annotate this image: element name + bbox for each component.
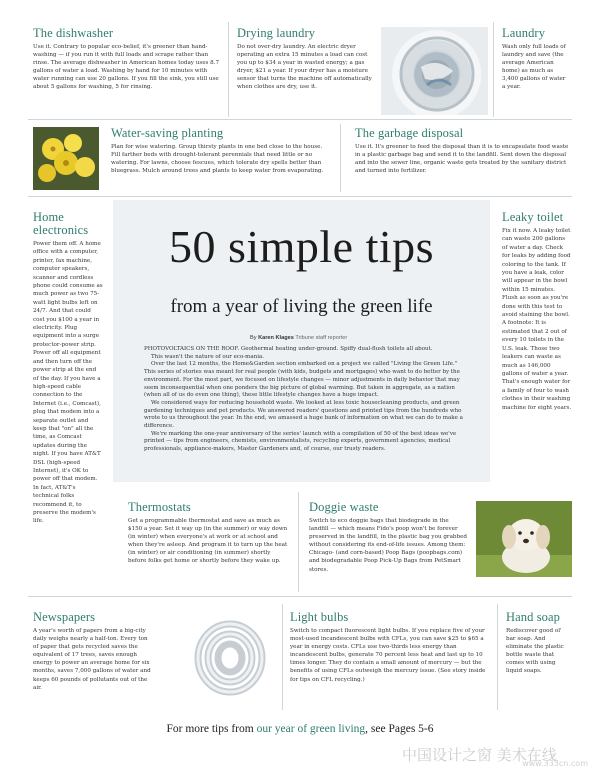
tip-body: Do not over-dry laundry. An electric dryer operating an extra 15 minutes a load can cost you up to $34 a year in wasted energy; a gas dryer, $21 a year. If your dryer has a moisture sensor that turns the machine off automatically when clothes are dry, use it. xyxy=(237,44,372,91)
tip-water-saving-planting xyxy=(111,127,333,193)
footer-link[interactable]: our year of green living xyxy=(256,723,366,735)
tip-title: Light bulbs xyxy=(290,611,349,624)
tip-body: Use it. Contrary to popular eco-belief, it's greener than hand-washing — if you run it with full loads and scrape rather than rinse. The average dishwasher in American homes today uses 8.7 gallons of water a load. Washing by hand for 10 minutes with water running can use 20 gallons. If you fill the sink, you still use about 5 gallons for washing, 5 for rinsing. xyxy=(33,44,220,91)
watermark-url: www.333cn.com xyxy=(522,759,588,768)
tip-body: Rediscover good ol' bar soap. And eliminate the plastic bottle waste that comes with using liquid soaps. xyxy=(506,628,564,675)
tip-body: A year's worth of papers from a big-city daily weighs nearly a half-ton. Every ton of paper that gets recycled saves the equivalent of 17 trees, saves enough energy to power an average home for six months, saves 7,000 gallons of water and keeps 60 pounds of pollutants out of the air. xyxy=(33,628,151,691)
column-rule xyxy=(228,22,229,117)
tip-body: Switch to eco doggie bags that biodegrade in the landfill — which means Fido's poop won't be forever preserved in the landfill, in the plastic bag you grabbed without considering its end-of-life issues. Among them: Chicago- (and corn-based) Poop Bags (poopbags.com) and biodegradable Poop Pick-Up Bags from PetSmart stores. xyxy=(309,518,467,573)
byline-prefix: By xyxy=(250,335,257,341)
yellow-flowers-photo xyxy=(33,127,99,190)
column-rule xyxy=(493,22,494,117)
row-rule xyxy=(28,119,572,120)
tip-title: Thermostats xyxy=(128,501,191,514)
flower-icon xyxy=(33,127,99,190)
watermark-text: 中国设计之窗 美术在线 xyxy=(402,746,557,764)
tip-body: Wash only full loads of laundry and save (the average American home) as much as 3,400 gallons of water a year. xyxy=(502,44,566,91)
tip-dishwasher xyxy=(33,27,221,115)
tip-body: Power them off. A home office with a computer, printer, fax machine, computer speakers, scanner and cordless phone could consume as much power as two 75-watt light bulbs left on 24/7. And that could cost you $100 a year in electricity. Plug equipment into a surge protector-power strip. Power off all equipment and then turn off the power strip at the end of the day. If you have a high-speed cable connection to the Internet (i.e., Comcast), plug that modem into a separate outlet and keep that "on" all the time, as Comcast updates during the night. If you have AT&T DSL (high-speed Internet), it's OK to power off that modem. In fact, AT&T's technical folks recommend it, to preserve the modem's life. xyxy=(33,241,103,525)
light-bulb-photo xyxy=(170,604,278,712)
tip-title: Water-saving planting xyxy=(111,127,224,140)
intro-paragraph: This wasn't the nature of our eco-mania. xyxy=(151,353,264,360)
tip-body: Plan for wise watering. Group thirsty plants in one bed close to the house. Fill farther beds with drought-tolerant perennials that need little or no watering. For lawns, choose fescues, which tolerate dry spells better than bluegrass. Mulch around trees and plants to keep water from evaporating. xyxy=(111,144,324,175)
tip-title: Hand soap xyxy=(506,611,561,624)
tip-home-electronics xyxy=(33,211,103,591)
tip-title: Newspapers xyxy=(33,611,96,624)
tip-title: Doggie waste xyxy=(309,501,379,514)
watermark xyxy=(402,744,594,768)
footer-suffix: , see Pages 5-6 xyxy=(365,723,434,735)
column-rule xyxy=(340,124,341,192)
tip-title: Laundry xyxy=(502,27,546,40)
tip-title: The dishwasher xyxy=(33,27,114,40)
light-bulb-icon xyxy=(170,604,278,712)
row-rule xyxy=(28,596,572,597)
tip-title: The garbage disposal xyxy=(355,127,464,140)
tip-body: Get a programmable thermostat and save as much as $150 a year. Set it way up (in the summer) or way down (in winter) when everyone's at work or at school and when they're asleep. And program it to turn up the heat (in winter) or air conditioning (in summer) shortly before folks get home or shortly before they wake up. xyxy=(128,518,288,565)
tip-body: Fix it now. A leaky toilet can waste 200 gallons of water a day. Check for leaks by adding food coloring to the tank. If you have a leak, color will appear in the bowl within 15 minutes. Flush as soon as you're done with this test to avoid staining the bowl. A footnote: It is estimated that 2 out of every 10 toilets in the U.S. leak. Those two leakers can waste as much as 146,000 gallons of water a year. That's enough water for a family of four to wash clothes in their washing machine for eight years. xyxy=(502,228,572,411)
tip-title: Leaky toilet xyxy=(502,211,564,224)
column-rule xyxy=(497,604,498,710)
page-subtitle: from a year of living the green life xyxy=(170,296,433,317)
byline xyxy=(250,335,347,341)
intro-text xyxy=(144,346,470,454)
footer-prefix: For more tips from xyxy=(166,723,257,735)
page-title: 50 simple tips xyxy=(168,221,435,272)
puppy-icon xyxy=(476,501,572,577)
tip-body: Use it. It's greener to feed the disposal than it is to encapsulate food waste in a plastic garbage bag and send it to the landfill. Sent down the disposal and into the sewer line, organic waste gets treated by the sanitary district and turned into fertilizer. xyxy=(355,144,569,175)
tip-title: Drying laundry xyxy=(237,27,316,40)
feature-panel xyxy=(113,200,490,482)
tip-thermostats xyxy=(128,501,290,591)
intro-paragraph: PHOTOVOLTAICS ON THE ROOF. Geothermal heating under-ground. Spiffy dual-flush toilets all about. xyxy=(144,346,433,352)
tip-hand-soap xyxy=(506,611,572,711)
tip-drying-laundry xyxy=(237,27,379,115)
puppy-photo xyxy=(476,501,572,577)
author-role: Tribune staff reporter xyxy=(295,335,348,341)
column-rule xyxy=(298,492,299,592)
intro-paragraph: We considered ways for reducing household waste. We looked at less toxic housecleaning products, and green gardening techniques and pet products. We answered readers' questions and printed tips from the hundreds who wrote to us throughout the year. In the end, we amassed a huge bank of information on what we can do to make a difference. xyxy=(144,399,463,430)
footer-banner xyxy=(28,715,572,743)
row-rule xyxy=(28,196,572,197)
washing-machine-icon xyxy=(381,27,488,115)
tip-title: Home electronics xyxy=(33,211,89,237)
intro-paragraph: We're marking the one-year anniversary of the series' launch with a compilation of 50 of the best ideas we've printed — tips from engineers, chemists, environmentalists, recycling experts, government agencies, medical professionals, appliance-makers, Master Gardeners and, of course, our trusty readers. xyxy=(144,430,457,453)
column-rule xyxy=(282,604,283,710)
tip-body: Switch to compact fluorescent light bulbs. If you replace five of your most-used incandescent bulbs with CFLs, you can save $25 to $65 a year in energy costs. CFLs use two-thirds less energy than incandescent bulbs, generate 70 percent less heat and last up to 10 times longer. They do contain a small amount of mercury — but the benefits of using CFLs outweigh the mercury issue. (See story inside for tips on CFL recycling.) xyxy=(290,628,486,683)
tip-laundry xyxy=(502,27,570,115)
tip-garbage-disposal xyxy=(355,127,570,193)
washing-machine-photo xyxy=(381,27,488,115)
tip-light-bulbs xyxy=(290,611,490,711)
tip-doggie-waste xyxy=(309,501,469,591)
author-name: Karen Klages xyxy=(258,335,294,341)
intro-paragraph: Over the last 12 months, the Home&Garden section embarked on a project we called "Living the Green Life." This series of stories was meant for real people (with kids, budgets and mortgages) who want to do better by the environment. For the most part, we focused on lifestyle changes — minor adjustments in daily behavior that may seem inconsequential when one ponders the big picture of global warming. But taken in aggregate, as a nation (when all of us do even one thing), these little lifestyle changes have a huge impact. xyxy=(144,361,460,399)
